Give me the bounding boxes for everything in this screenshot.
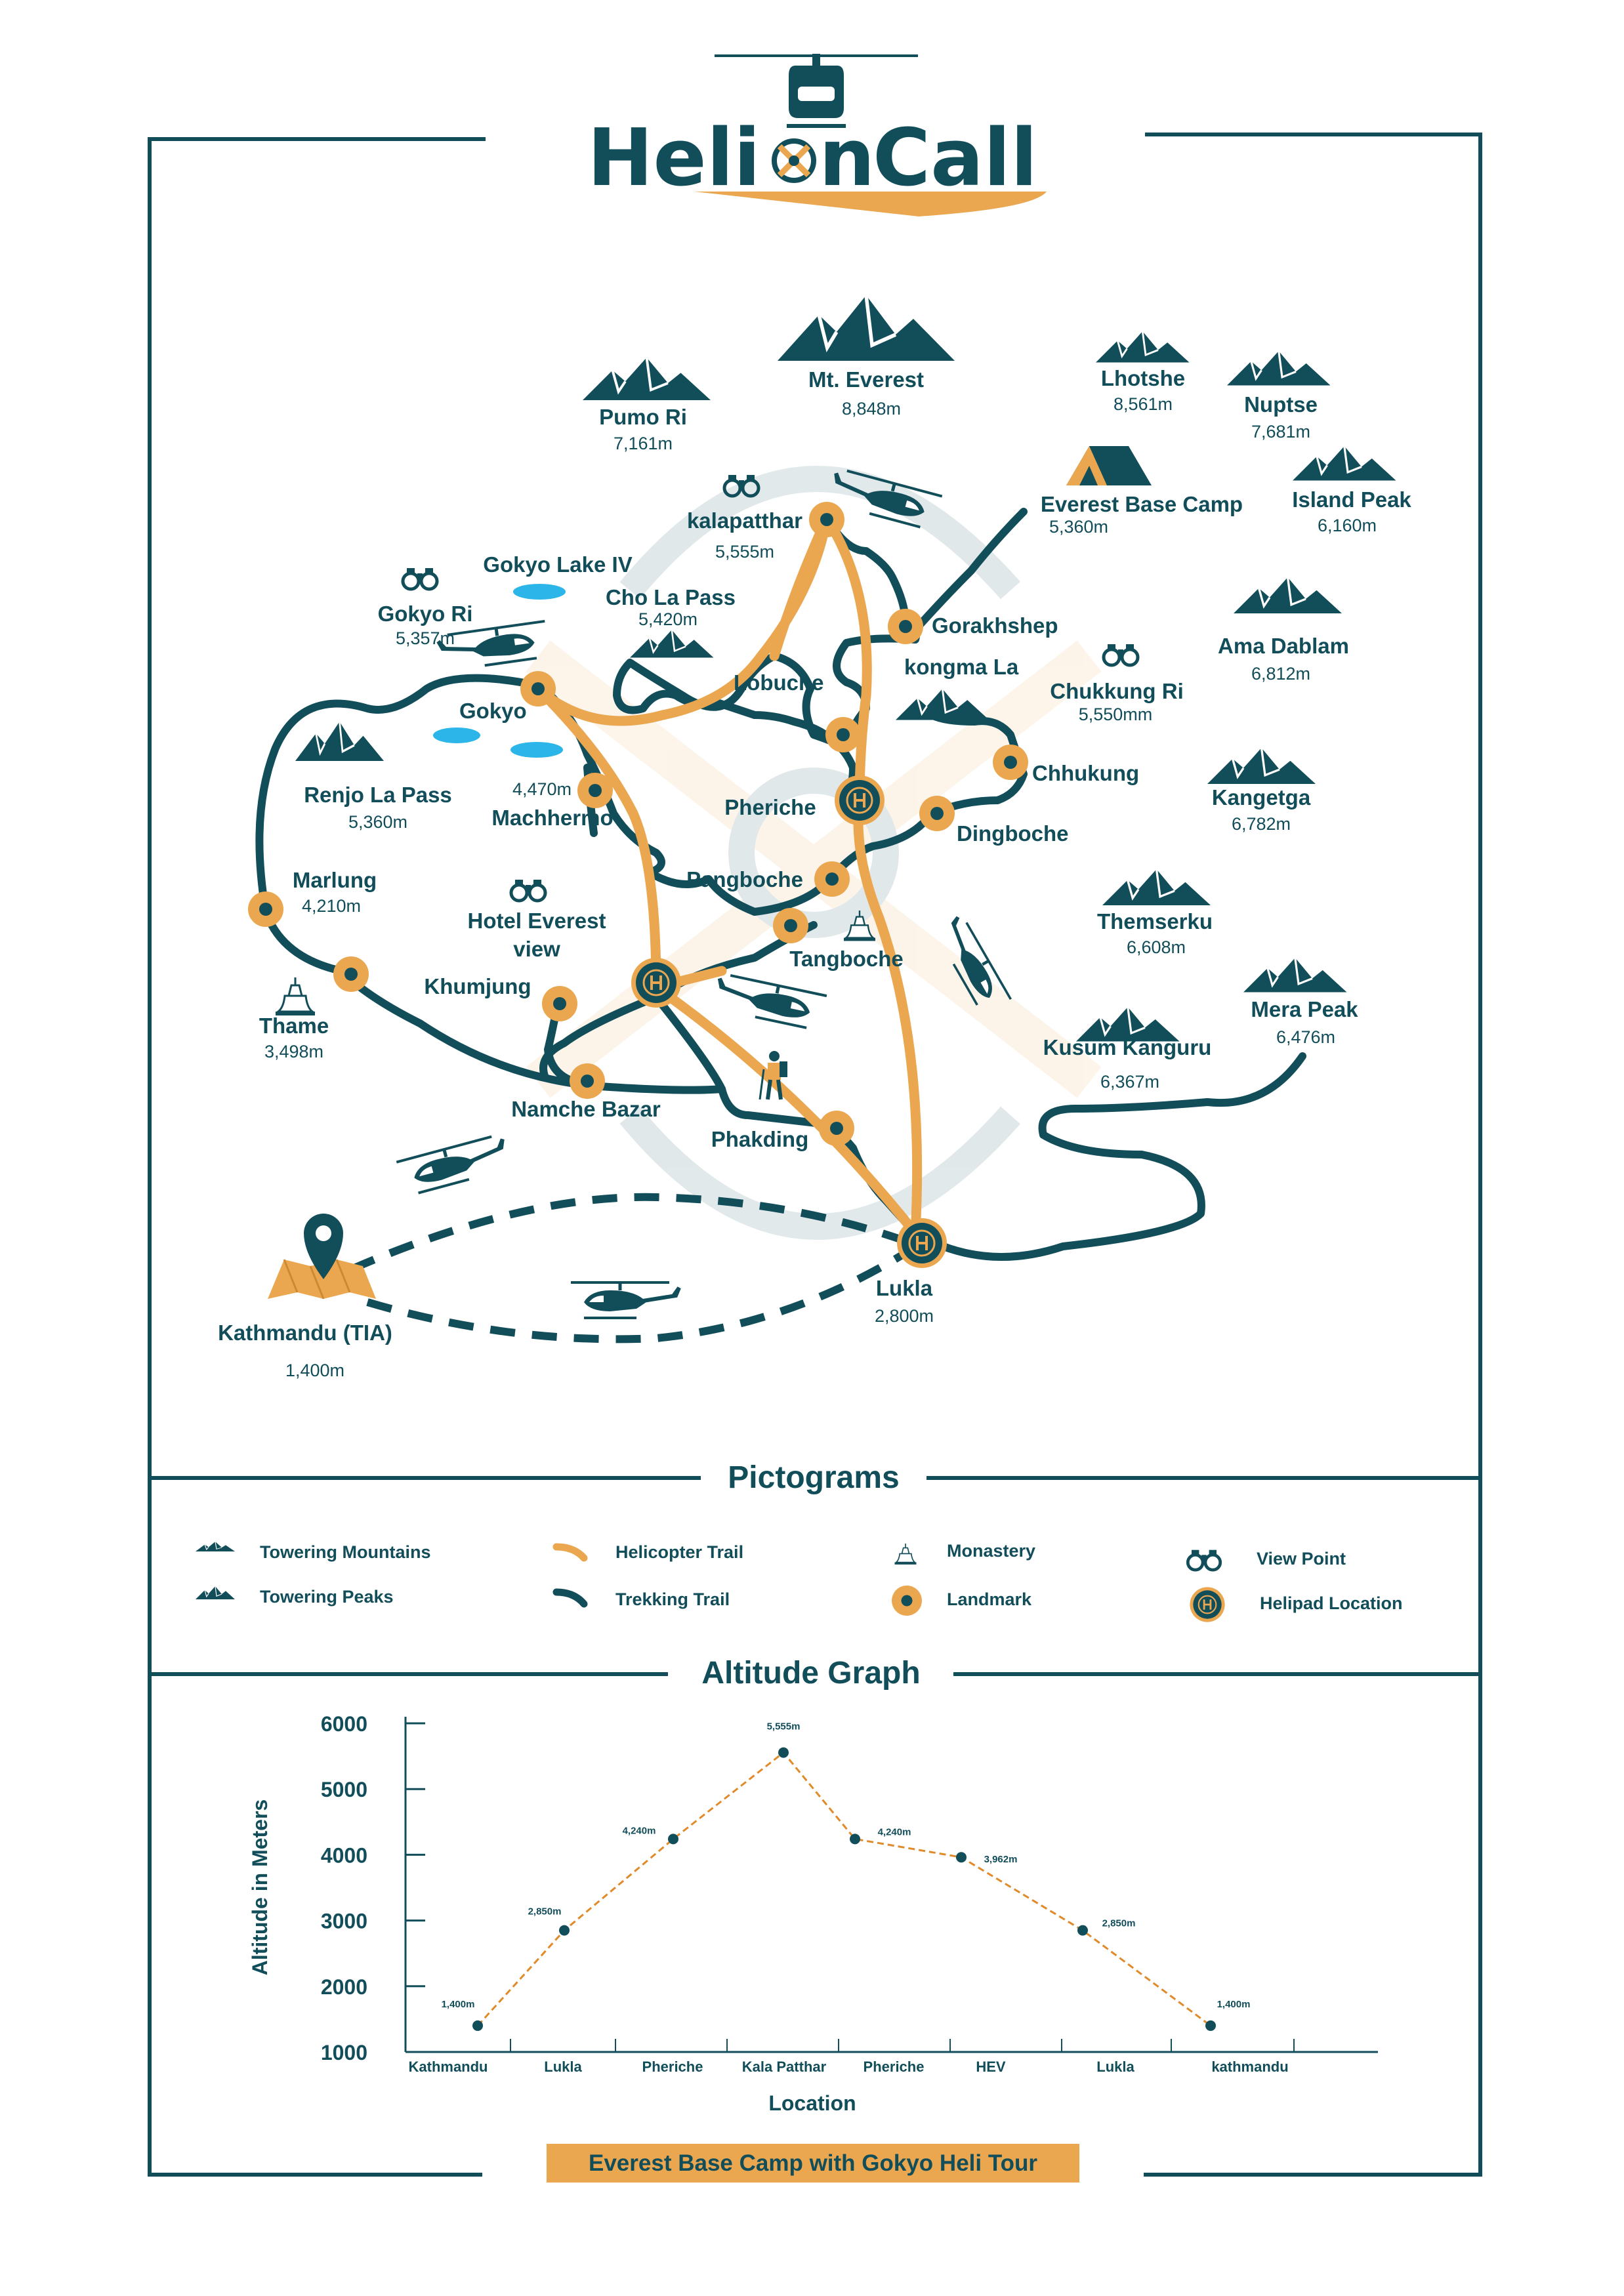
- y-axis-title: Altitude in Meters: [248, 1799, 272, 1976]
- peak-altitude: 6,782m: [1231, 814, 1291, 834]
- peak-label: Themserku: [1096, 909, 1213, 933]
- helicopter-icon: [571, 1282, 679, 1318]
- y-tick-label: 1000: [320, 2041, 367, 2064]
- place-label: Everest Base Camp: [1040, 492, 1243, 516]
- landmark-gorakhshep: [888, 609, 923, 644]
- peak-altitude: 6,608m: [1126, 937, 1186, 957]
- peak-label: Mt. Everest: [808, 367, 925, 392]
- mountain-icon: [1102, 869, 1211, 905]
- place-altitude: 2,800m: [874, 1306, 934, 1326]
- kathmandu-pin-icon: [268, 1214, 376, 1299]
- tour-title: Everest Base Camp with Gokyo Heli Tour: [589, 2150, 1037, 2176]
- place-label: kalapatthar: [686, 508, 803, 533]
- legend-label: Towering Peaks: [260, 1587, 394, 1607]
- place-label: kongma La: [904, 655, 1019, 679]
- mountain-icon: [1293, 446, 1396, 481]
- landmark-dingboche: [919, 796, 955, 831]
- x-tick-label: Pheriche: [642, 2059, 703, 2075]
- place-label: Gokyo: [459, 699, 527, 723]
- data-label: 2,850m: [528, 1906, 562, 1917]
- mountain-icon: [896, 689, 989, 720]
- place-label: Pangboche: [686, 867, 803, 892]
- data-point: [1077, 1925, 1088, 1936]
- landmark-lobuche: [825, 717, 861, 752]
- peak-altitude: 8,848m: [841, 399, 902, 419]
- data-label: 5,555m: [766, 1721, 801, 1732]
- landmark-dot-icon: [892, 1586, 922, 1616]
- lake: [513, 584, 566, 600]
- peak-label: Mera Peak: [1251, 997, 1358, 1021]
- x-tick-label: Kala Patthar: [741, 2059, 827, 2075]
- place-label: Cho La Pass: [605, 585, 736, 609]
- place-label: Machhermo: [491, 806, 614, 830]
- place-altitude: 5,360m: [348, 812, 408, 832]
- orange-trail-icon: [556, 1547, 584, 1558]
- peak-label: Pumo Ri: [599, 405, 687, 429]
- tour-title-banner: [547, 2144, 1079, 2183]
- place-altitude: 5,555m: [715, 542, 775, 562]
- place-label: Lobuche: [734, 670, 824, 695]
- legend-label: Helipad Location: [1260, 1593, 1403, 1613]
- y-tick-label: 5000: [320, 1778, 367, 1802]
- binoculars-icon: [403, 568, 437, 589]
- legend-label: Landmark: [947, 1589, 1032, 1609]
- altitude-line: [478, 1753, 1211, 2026]
- mountain-icon: [630, 630, 714, 658]
- peak-altitude: 6,812m: [1251, 664, 1311, 684]
- peak-altitude: 6,367m: [1100, 1072, 1160, 1092]
- place-label: Gokyo Ri: [377, 602, 473, 626]
- mountain-icon: [1234, 577, 1342, 613]
- helipad-lukla: [897, 1218, 947, 1268]
- place-label: Chukkung Ri: [1050, 679, 1184, 703]
- legend-label: Towering Mountains: [260, 1542, 431, 1562]
- helipad-icon: [1190, 1587, 1224, 1622]
- landmark-phakding: [819, 1111, 854, 1146]
- brand-name-part2: n: [819, 113, 875, 204]
- landmark-machhermo: [577, 773, 613, 808]
- binoculars-icon: [1104, 644, 1138, 665]
- place-label: Dingboche: [957, 821, 1069, 846]
- tent-icon: [1066, 446, 1152, 485]
- mountain-icon: [1227, 351, 1331, 386]
- brand-name-part1: Heli: [587, 113, 761, 204]
- place-altitude: 5,360m: [1049, 517, 1109, 537]
- y-tick-label: 6000: [320, 1712, 367, 1736]
- x-tick-label: Pheriche: [863, 2059, 925, 2075]
- landmark-khumjung: [542, 986, 577, 1021]
- stupa-icon: [895, 1544, 917, 1565]
- data-point: [778, 1748, 789, 1758]
- peak-label: Nuptse: [1244, 392, 1318, 417]
- x-tick-label: Lukla: [1096, 2059, 1135, 2075]
- peak-altitude: 6,476m: [1276, 1027, 1336, 1047]
- stupa-icon: [276, 977, 315, 1015]
- peak-altitude: 7,161m: [613, 434, 673, 453]
- place-label: Khumjung: [424, 974, 531, 998]
- helipad-namche: [631, 958, 681, 1008]
- data-label: 4,240m: [877, 1826, 911, 1838]
- peak-altitude: 8,561m: [1113, 394, 1173, 414]
- peak-label: Island Peak: [1292, 487, 1411, 512]
- teal-trail-icon: [556, 1592, 584, 1604]
- mountain-icon: [1096, 331, 1190, 363]
- place-altitude: 4,470m: [512, 779, 572, 799]
- place-label: Thame: [259, 1014, 329, 1038]
- mountain-icon: [1207, 748, 1316, 784]
- altitude-chart: [248, 1712, 1378, 2115]
- place-label: Lukla: [875, 1276, 933, 1300]
- x-axis-title: Location: [768, 2091, 856, 2115]
- logo-rotor-icon: [774, 141, 814, 180]
- place-altitude: 5,550mm: [1078, 705, 1153, 724]
- y-tick-label: 4000: [320, 1843, 367, 1868]
- legend-label: Monastery: [947, 1541, 1036, 1561]
- place-label: Gokyo Lake IV: [483, 552, 633, 577]
- y-tick-label: 2000: [320, 1975, 367, 1999]
- x-tick-label: kathmandu: [1211, 2059, 1289, 2075]
- landmark-tangboche: [773, 908, 808, 943]
- place-altitude: 1,400m: [285, 1361, 345, 1380]
- altitude-graph-title: Altitude Graph: [701, 1656, 921, 1691]
- data-label: 3,962m: [984, 1854, 1018, 1866]
- data-point: [956, 1852, 967, 1862]
- mountain-icon: [1243, 958, 1347, 993]
- place-label: Phakding: [711, 1127, 809, 1151]
- place-altitude: 4,210m: [301, 896, 362, 916]
- landmark-chhukung: [993, 745, 1028, 780]
- x-tick-label: Lukla: [544, 2059, 582, 2075]
- binoculars-icon: [511, 880, 545, 901]
- place-altitude: 5,357m: [395, 628, 455, 648]
- helicopter-icon: [396, 1134, 510, 1197]
- place-label: view: [513, 937, 560, 961]
- landmark-kalapatthar: [809, 502, 844, 537]
- place-altitude: 5,420m: [638, 609, 698, 629]
- peak-label: Kangetga: [1211, 785, 1311, 810]
- landmark-namche: [570, 1063, 605, 1099]
- mountain-icon: [778, 295, 955, 361]
- data-label: 2,850m: [1102, 1917, 1136, 1929]
- mountain-icon: [295, 722, 384, 761]
- helicopter-icon: [713, 974, 827, 1031]
- place-label: Tangboche: [789, 947, 904, 971]
- data-point: [850, 1834, 860, 1844]
- data-label: 1,400m: [1217, 1998, 1251, 2010]
- peak-label: Ama Dablam: [1218, 634, 1349, 658]
- peak-icon: [196, 1586, 235, 1599]
- legend-label: View Point: [1257, 1549, 1346, 1568]
- mountain-icon: [583, 358, 711, 400]
- helipad-pheriche: [835, 775, 885, 825]
- y-tick-label: 3000: [320, 1909, 367, 1933]
- data-label: 1,400m: [441, 1998, 475, 2010]
- peak-altitude: 7,681m: [1251, 422, 1311, 441]
- brand-logo: [587, 54, 1047, 216]
- peak-label: Lhotshe: [1100, 366, 1186, 390]
- data-label: 4,240m: [622, 1825, 656, 1837]
- peak-label: Kusum Kanguru: [1043, 1035, 1212, 1059]
- place-label: Pheriche: [724, 795, 816, 819]
- data-point: [559, 1925, 570, 1936]
- pictograms-legend: [196, 1541, 1403, 1622]
- place-label: Marlung: [292, 868, 377, 892]
- place-altitude: 3,498m: [264, 1042, 324, 1061]
- place-label: Chhukung: [1032, 761, 1140, 785]
- place-label: Gorakhshep: [932, 613, 1058, 638]
- x-tick-label: HEV: [976, 2059, 1006, 2075]
- landmark-marlung: [248, 892, 283, 927]
- pictograms-title: Pictograms: [728, 1460, 900, 1495]
- data-point: [472, 2020, 483, 2031]
- place-label: Kathmandu (TIA): [218, 1321, 392, 1345]
- place-label: Hotel Everest: [467, 909, 606, 933]
- data-point: [1205, 2020, 1216, 2031]
- mountains-icon: [196, 1542, 235, 1551]
- data-point: [668, 1834, 678, 1844]
- peak-altitude: 6,160m: [1317, 516, 1377, 535]
- place-label: Renjo La Pass: [304, 783, 452, 807]
- landmark-thame: [333, 956, 369, 992]
- lake: [433, 728, 480, 743]
- legend-label: Helicopter Trail: [615, 1542, 744, 1562]
- legend-label: Trekking Trail: [615, 1589, 730, 1609]
- brand-name-part3: Call: [873, 113, 1038, 204]
- x-tick-label: Kathmandu: [408, 2059, 488, 2075]
- place-label: Namche Bazar: [511, 1097, 661, 1121]
- binoculars-icon: [1188, 1550, 1220, 1570]
- lake: [510, 742, 563, 758]
- landmark-pangboche: [814, 861, 850, 897]
